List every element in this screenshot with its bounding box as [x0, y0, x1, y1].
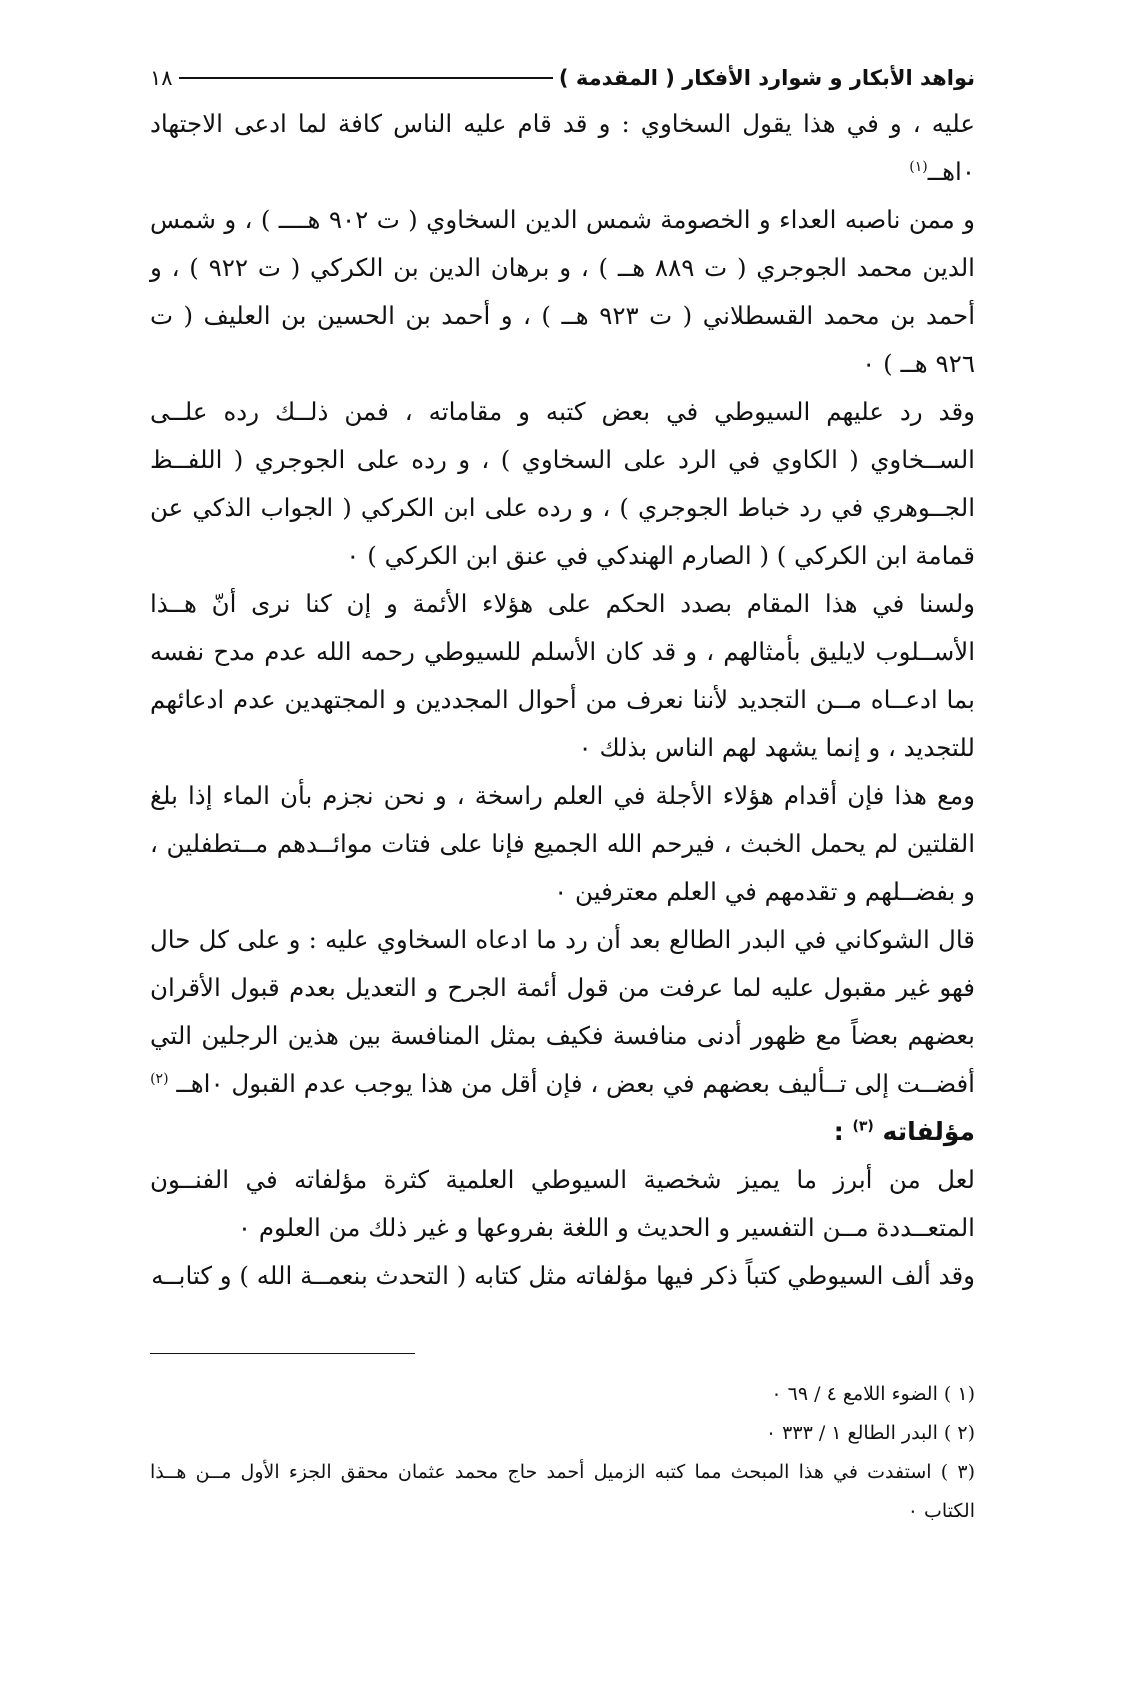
paragraph-8: وقد ألف السيوطي كتباً ذكر فيها مؤلفاته مثل كتابه ( التحدث بنعمــة الله ) و كتابــه — [151, 1261, 975, 1290]
paragraph-3: وقد رد عليهم السيوطي في بعض كتبه و مقاماته ، فمن ذلــك رده علــى الســخاوي ( الكاوي في الرد على السخاوي ) ، و رده على الجوجري ( اللفــظ الجــوهري في رد خباط الجوجري ) ، و رده على ابن الكركي ( الجواب الذكي عن قمامة ابن الكركي ) ( الصارم الهندكي في عنق ابن الكركي ) ٠ — [150, 397, 975, 570]
footnote-ref-1[interactable]: (١) — [909, 158, 928, 175]
footnote-separator — [150, 1353, 415, 1354]
footnotes-section — [150, 1353, 975, 1531]
footnote-ref-2[interactable]: (٢) — [150, 1070, 169, 1087]
paragraph-7: لعل من أبرز ما يميز شخصية السيوطي العلمية كثرة مؤلفاته في الفنــون المتعــددة مــن التفسير و الحديث و اللغة بفروعها و غير ذلك من العلوم ٠ — [150, 1165, 975, 1242]
paragraph-4: ولسنا في هذا المقام بصدد الحكم على هؤلاء الأئمة و إن كنا نرى أنّ هــذا الأســلوب لايليق بأمثالهم ، و قد كان الأسلم للسيوطي رحمه الله عدم مدح نفسه بما ادعــاه مــن التجديد لأننا نعرف من أحوال المجددين و المجتهدين عدم ادعائهم للتجديد ، و إنما يشهد لهم الناس بذلك ٠ — [150, 589, 975, 762]
main-text — [150, 100, 975, 1300]
paragraph-6: قال الشوكاني في البدر الطالع بعد أن رد ما ادعاه السخاوي عليه : و على كل حال فهو غير مقبول عليه لما عرفت من قول أئمة الجرح و التعديل بعدم قبول الأقران بعضهم بعضاً مع ظهور أدنى منافسة فكيف بمثل المنافسة بين هذين الرجلين التي أفضــت إلى تــأليف بعضهم في بعض ، فإن أقل من هذا يوجب عدم القبول ٠اهــ $^{(٢)}$ — [150, 925, 975, 1098]
section-heading: مؤلفاته $^{(٣)}$ : — [833, 1117, 975, 1146]
running-header — [150, 60, 975, 96]
header-rule — [179, 77, 553, 79]
footnote-3: (٣ ) استفدت في هذا المبحث مما كتبه الزميل أحمد حاج محمد عثمان محقق الجزء الأول مــن هــذا الكتاب ٠ — [150, 1461, 975, 1522]
footnote-list — [150, 1353, 975, 1531]
page-number: ١٨ — [150, 66, 173, 90]
paragraph-2: و ممن ناصبه العداء و الخصومة شمس الدين السخاوي ( ت ٩٠٢ هــــ ) ، و شمس الدين محمد الجوجري ( ت ٨٨٩ هــ ) ، و برهان الدين بن الكركي ( ت ٩٢٢ ) ، و أحمد بن محمد القسطلاني ( ت ٩٢٣ هــ ) ، و أحمد بن الحسين بن العليف ( ت ٩٢٦ هــ ) ٠ — [150, 205, 975, 378]
paragraph-1: عليه ، و في هذا يقول السخاوي : و قد قام عليه الناس كافة لما ادعى الاجتهاد ٠اهــ$^{(١)}$ — [150, 109, 975, 186]
footnote-ref-3[interactable]: (٣) — [852, 1118, 874, 1135]
book-page — [150, 60, 975, 1660]
paragraph-5: ومع هذا فإن أقدام هؤلاء الأجلة في العلم راسخة ، و نحن نجزم بأن الماء إذا بلغ القلتين لم يحمل الخبث ، فيرحم الله الجميع فإنا على فتات موائــدهم مــتطفلين ، و بفضــلهم و تقدمهم في العلم معترفين ٠ — [150, 781, 975, 906]
footnote-2: (٢ ) البدر الطالع ١ / ٣٣٣ ٠ — [765, 1422, 975, 1444]
footnote-1: (١ ) الضوء اللامع ٤ / ٦٩ ٠ — [771, 1383, 975, 1405]
header-title: نواهد الأبكار و شوارد الأفكار ( المقدمة ) — [558, 66, 975, 90]
